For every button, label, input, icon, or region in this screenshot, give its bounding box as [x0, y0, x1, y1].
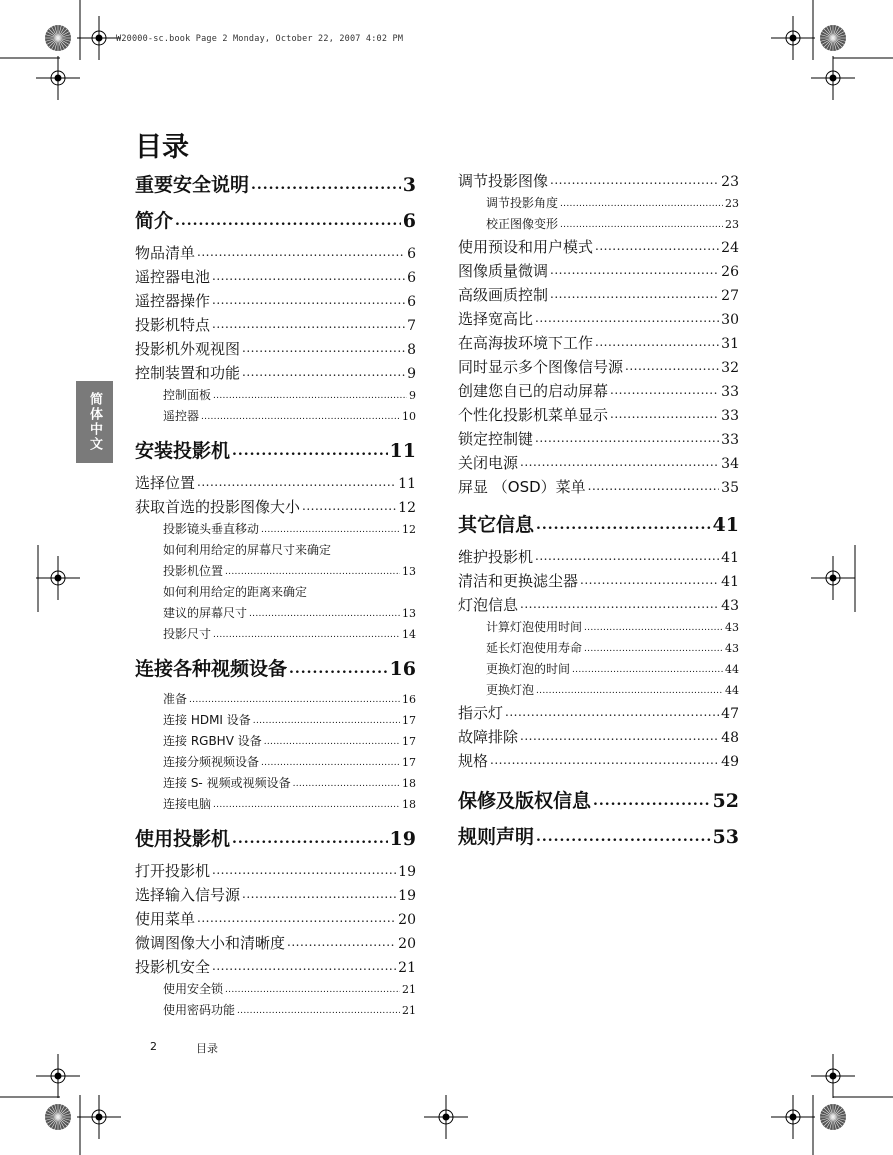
- toc-section[interactable]: [135, 362, 416, 386]
- dot-leader: [212, 269, 405, 283]
- print-header: W20000-sc.book Page 2 Monday, October 22, 2007 4:02 PM: [116, 34, 404, 44]
- toc-section[interactable]: [135, 290, 416, 314]
- toc-entry-title: 调节投影图像: [458, 172, 549, 190]
- toc-entry-title: 物品清单: [135, 244, 196, 262]
- toc-chapter[interactable]: [458, 510, 739, 534]
- dot-leader: [249, 609, 400, 619]
- toc-page-number: 18: [402, 798, 416, 811]
- dot-leader: [560, 199, 723, 209]
- toc-entry-title: 获取首选的投影图像大小: [135, 498, 301, 516]
- toc-subsection[interactable]: [135, 774, 416, 795]
- toc-section[interactable]: [458, 750, 739, 774]
- toc-subsection[interactable]: [135, 795, 416, 816]
- toc-entry-title: 延长灯泡使用寿命: [486, 641, 583, 655]
- toc-page-number: 3: [402, 174, 416, 194]
- toc-page-number: 21: [402, 1004, 416, 1017]
- toc-page-number: 44: [725, 684, 739, 697]
- toc-section[interactable]: [458, 356, 739, 380]
- dot-leader: [593, 793, 711, 809]
- toc-page-number: 7: [407, 318, 416, 334]
- toc-entry-title: 使用预设和用户模式: [458, 238, 594, 256]
- toc-entry-title: 锁定控制键: [458, 430, 534, 448]
- dot-leader: [584, 644, 723, 654]
- toc-subsection[interactable]: [458, 660, 739, 681]
- toc-entry-title: 连接电脑: [163, 797, 212, 811]
- toc-page-number: 9: [409, 389, 416, 402]
- toc-page-number: 13: [402, 565, 416, 578]
- toc-entry-title: 遥控器: [163, 409, 200, 423]
- toc-subsection[interactable]: [458, 618, 739, 639]
- footer-page-number: 2: [150, 1040, 157, 1053]
- toc-subsection[interactable]: [135, 386, 416, 407]
- toc-subsection[interactable]: [135, 520, 416, 541]
- toc-subsection[interactable]: [458, 681, 739, 702]
- dot-leader: [535, 549, 719, 563]
- toc-page-number: 23: [725, 218, 739, 231]
- toc-page-number: 33: [721, 384, 739, 400]
- toc-entry-title: 投影机位置: [163, 564, 224, 578]
- dot-leader: [213, 391, 407, 401]
- toc-entry-title: 投影机特点: [135, 316, 211, 334]
- toc-entry-title: 在高海拔环境下工作: [458, 334, 594, 352]
- toc-entry-title: 重要安全说明: [135, 174, 250, 194]
- dot-leader: [232, 443, 388, 459]
- toc-entry-title: 打开投影机: [135, 862, 211, 880]
- toc-entry-title: 故障排除: [458, 728, 519, 746]
- dot-leader: [560, 220, 723, 230]
- toc-page-number: 41: [721, 574, 739, 590]
- dot-leader: [490, 753, 719, 767]
- dot-leader: [550, 263, 719, 277]
- toc-section[interactable]: [458, 308, 739, 332]
- toc-section[interactable]: [458, 380, 739, 404]
- toc-section[interactable]: [458, 260, 739, 284]
- toc-entry-title: 创建您自已的启动屏幕: [458, 382, 609, 400]
- dot-leader: [264, 737, 400, 747]
- toc-entry-title: 规则声明: [458, 826, 535, 846]
- toc-chapter[interactable]: [135, 206, 416, 230]
- toc-section[interactable]: [458, 594, 739, 618]
- toc-section[interactable]: [458, 570, 739, 594]
- toc-entry-title: 连接各种视频设备: [135, 658, 288, 678]
- toc-page-number: 12: [398, 500, 416, 516]
- dot-leader: [610, 383, 719, 397]
- toc-page-number: 17: [402, 756, 416, 769]
- toc-section[interactable]: [458, 284, 739, 308]
- language-side-tab: 简体中文: [76, 381, 113, 463]
- toc-left-column: [135, 170, 416, 1022]
- toc-entry-title: 选择宽高比: [458, 310, 534, 328]
- toc-page-number: 19: [398, 864, 416, 880]
- toc-entry-line: 如何利用给定的距离来确定: [163, 585, 308, 599]
- toc-page-number: 49: [721, 754, 739, 770]
- toc-section[interactable]: [458, 702, 739, 726]
- dot-leader: [536, 517, 711, 533]
- toc-page-number: 44: [725, 663, 739, 676]
- dot-leader: [536, 686, 723, 696]
- toc-entry-title: 控制装置和功能: [135, 364, 241, 382]
- toc-chapter[interactable]: [135, 436, 416, 460]
- toc-page-number: 47: [721, 706, 739, 722]
- dot-leader: [550, 173, 719, 187]
- registration-cross-mark: [811, 56, 855, 100]
- toc-page-number: 19: [389, 828, 416, 848]
- dot-leader: [520, 455, 719, 469]
- toc-entry-title: 选择输入信号源: [135, 886, 241, 904]
- dot-leader: [212, 863, 396, 877]
- toc-entry-title: 控制面板: [163, 388, 212, 402]
- dot-leader: [261, 525, 400, 535]
- toc-page-number: 30: [721, 312, 739, 328]
- dot-leader: [505, 705, 719, 719]
- toc-page-number: 41: [721, 550, 739, 566]
- toc-entry-title: 使用菜单: [135, 910, 196, 928]
- toc-subsection[interactable]: [135, 625, 416, 646]
- toc-section[interactable]: [135, 242, 416, 266]
- toc-page-number: 43: [721, 598, 739, 614]
- toc-chapter[interactable]: [135, 654, 416, 678]
- toc-subsection[interactable]: [135, 732, 416, 753]
- toc-subsection[interactable]: [135, 604, 416, 625]
- toc-page-number: 23: [721, 174, 739, 190]
- toc-entry-title: 使用密码功能: [163, 1003, 236, 1017]
- toc-section[interactable]: [458, 428, 739, 452]
- dot-leader: [212, 293, 405, 307]
- toc-section[interactable]: [135, 956, 416, 980]
- dot-leader: [242, 887, 396, 901]
- toc-section[interactable]: [458, 476, 739, 500]
- toc-section[interactable]: [458, 170, 739, 194]
- dot-leader: [520, 729, 719, 743]
- dot-leader: [201, 412, 400, 422]
- toc-entry-line: 如何利用给定的屏幕尺寸来确定: [163, 543, 332, 557]
- toc-entry-title: 图像质量微调: [458, 262, 549, 280]
- toc-section[interactable]: [458, 404, 739, 428]
- registration-cross-mark: [771, 16, 815, 60]
- dot-leader: [225, 567, 400, 577]
- toc-entry-title: 连接 S- 视频或视频设备: [163, 776, 291, 790]
- toc-entry-title: 校正图像变形: [486, 217, 559, 231]
- registration-star-mark: [820, 1104, 846, 1130]
- toc-entry-title: 个性化投影机菜单显示: [458, 406, 609, 424]
- registration-cross-mark: [771, 1095, 815, 1139]
- toc-entry-title: 建议的屏幕尺寸: [163, 606, 248, 620]
- toc-page-number: 35: [721, 480, 739, 496]
- toc-page-number: 26: [721, 264, 739, 280]
- toc-page-number: 11: [398, 476, 416, 492]
- toc-page-number: 48: [721, 730, 739, 746]
- toc-page-number: 27: [721, 288, 739, 304]
- toc-page-number: 6: [407, 294, 416, 310]
- toc-section[interactable]: [135, 496, 416, 520]
- toc-entry-title: 遥控器操作: [135, 292, 211, 310]
- toc-page-number: 21: [398, 960, 416, 976]
- toc-entry-title: 清洁和更换滤尘器: [458, 572, 579, 590]
- dot-leader: [625, 359, 719, 373]
- toc-page-number: 8: [407, 342, 416, 358]
- toc-page-number: 31: [721, 336, 739, 352]
- toc-page-number: 14: [402, 628, 416, 641]
- dot-leader: [212, 959, 396, 973]
- dot-leader: [197, 245, 405, 259]
- page-title: 目录: [135, 132, 189, 163]
- toc-page-number: 6: [402, 210, 416, 230]
- toc-section[interactable]: [458, 546, 739, 570]
- registration-cross-mark: [424, 1095, 468, 1139]
- toc-page-number: 53: [712, 826, 739, 846]
- dot-leader: [213, 630, 400, 640]
- toc-page-number: 24: [721, 240, 739, 256]
- toc-page-number: 20: [398, 936, 416, 952]
- toc-page-number: 17: [402, 714, 416, 727]
- toc-page-number: 32: [721, 360, 739, 376]
- registration-star-mark: [45, 1104, 71, 1130]
- dot-leader: [302, 499, 396, 513]
- toc-entry-title: 计算灯泡使用时间: [486, 620, 583, 634]
- dot-leader: [175, 213, 401, 229]
- toc-entry-title: 简介: [135, 210, 174, 230]
- toc-page-number: 17: [402, 735, 416, 748]
- toc-subsection[interactable]: [135, 1001, 416, 1022]
- dot-leader: [261, 758, 400, 768]
- toc-subsection[interactable]: [135, 753, 416, 774]
- toc-page-number: 6: [407, 270, 416, 286]
- toc-section[interactable]: [135, 266, 416, 290]
- dot-leader: [213, 800, 400, 810]
- dot-leader: [535, 311, 719, 325]
- registration-cross-mark: [77, 1095, 121, 1139]
- dot-leader: [251, 177, 401, 193]
- toc-entry-title: 灯泡信息: [458, 596, 519, 614]
- registration-cross-mark: [36, 556, 80, 600]
- toc-entry-title: 同时显示多个图像信号源: [458, 358, 624, 376]
- toc-entry-title: 连接 HDMI 设备: [163, 713, 251, 727]
- toc-entry-title: 选择位置: [135, 474, 196, 492]
- toc-chapter[interactable]: [458, 786, 739, 810]
- dot-leader: [595, 335, 719, 349]
- toc-chapter[interactable]: [135, 170, 416, 194]
- toc-subsection[interactable]: [458, 215, 739, 236]
- toc-page-number: 34: [721, 456, 739, 472]
- toc-entry-title: 更换灯泡: [486, 683, 535, 697]
- dot-leader: [253, 716, 400, 726]
- toc-entry-title: 安装投影机: [135, 440, 231, 460]
- toc-page-number: 43: [725, 642, 739, 655]
- dot-leader: [232, 831, 388, 847]
- toc-page-number: 11: [389, 440, 416, 460]
- toc-page-number: 23: [725, 197, 739, 210]
- toc-entry-title: 连接 RGBHV 设备: [163, 734, 262, 748]
- registration-cross-mark: [36, 56, 80, 100]
- toc-section[interactable]: [458, 236, 739, 260]
- registration-cross-mark: [36, 1054, 80, 1098]
- registration-star-mark: [45, 25, 71, 51]
- dot-leader: [287, 935, 396, 949]
- toc-entry-title: 指示灯: [458, 704, 504, 722]
- dot-leader: [293, 779, 400, 789]
- toc-entry-title: 遥控器电池: [135, 268, 211, 286]
- toc-entry-title: 使用投影机: [135, 828, 231, 848]
- dot-leader: [289, 661, 388, 677]
- toc-section[interactable]: [135, 314, 416, 338]
- toc-page-number: 43: [725, 621, 739, 634]
- toc-entry-title: 更换灯泡的时间: [486, 662, 571, 676]
- dot-leader: [242, 341, 405, 355]
- dot-leader: [189, 695, 400, 705]
- toc-section[interactable]: [458, 726, 739, 750]
- toc-entry-title: 投影机外观视图: [135, 340, 241, 358]
- toc-page-number: 13: [402, 607, 416, 620]
- toc-page-number: 12: [402, 523, 416, 536]
- toc-section[interactable]: [135, 472, 416, 496]
- toc-section[interactable]: [458, 452, 739, 476]
- dot-leader: [580, 573, 719, 587]
- toc-section[interactable]: [135, 338, 416, 362]
- dot-leader: [237, 1006, 400, 1016]
- toc-subsection[interactable]: [135, 690, 416, 711]
- toc-subsection[interactable]: [135, 711, 416, 732]
- toc-subsection[interactable]: [135, 407, 416, 428]
- toc-entry-title: 关闭电源: [458, 454, 519, 472]
- dot-leader: [242, 365, 405, 379]
- toc-page-number: 16: [389, 658, 416, 678]
- toc-entry-title: 投影镜头垂直移动: [163, 522, 260, 536]
- dot-leader: [535, 431, 719, 445]
- toc-page-number: 33: [721, 432, 739, 448]
- toc-entry-title: 调节投影角度: [486, 196, 559, 210]
- dot-leader: [588, 479, 720, 493]
- toc-page-number: 18: [402, 777, 416, 790]
- registration-cross-mark: [811, 1054, 855, 1098]
- toc-page-number: 20: [398, 912, 416, 928]
- toc-page-number: 16: [402, 693, 416, 706]
- toc-page-number: 9: [407, 366, 416, 382]
- toc-page-number: 33: [721, 408, 739, 424]
- toc-entry-title: 连接分频视频设备: [163, 755, 260, 769]
- dot-leader: [550, 287, 719, 301]
- toc-chapter[interactable]: [135, 824, 416, 848]
- toc-subsection[interactable]: [135, 980, 416, 1001]
- toc-chapter[interactable]: [458, 822, 739, 846]
- toc-entry-title: 准备: [163, 692, 188, 706]
- dot-leader: [197, 475, 396, 489]
- registration-star-mark: [820, 25, 846, 51]
- toc-entry-title: 微调图像大小和清晰度: [135, 934, 286, 952]
- toc-entry-title: 维护投影机: [458, 548, 534, 566]
- footer-label: 目录: [196, 1042, 218, 1055]
- toc-subsection[interactable]: [458, 194, 739, 215]
- toc-subsection[interactable]: [458, 639, 739, 660]
- toc-right-column: [458, 170, 739, 858]
- toc-entry-title: 保修及版权信息: [458, 790, 592, 810]
- dot-leader: [197, 911, 396, 925]
- toc-page-number: 10: [402, 410, 416, 423]
- toc-entry-title: 投影机安全: [135, 958, 211, 976]
- dot-leader: [595, 239, 719, 253]
- toc-section[interactable]: [135, 932, 416, 956]
- dot-leader: [536, 829, 711, 845]
- toc-entry-title: 其它信息: [458, 514, 535, 534]
- dot-leader: [225, 985, 400, 995]
- dot-leader: [584, 623, 723, 633]
- toc-page-number: 52: [712, 790, 739, 810]
- toc-entry-title: 屏显 （OSD）菜单: [458, 478, 586, 496]
- toc-subsection[interactable]: [135, 562, 416, 583]
- toc-section[interactable]: [135, 860, 416, 884]
- toc-section[interactable]: [135, 908, 416, 932]
- toc-page-number: 21: [402, 983, 416, 996]
- registration-cross-mark: [77, 16, 121, 60]
- toc-page-number: 41: [712, 514, 739, 534]
- registration-cross-mark: [811, 556, 855, 600]
- toc-section[interactable]: [135, 884, 416, 908]
- dot-leader: [572, 665, 723, 675]
- dot-leader: [520, 597, 719, 611]
- toc-section[interactable]: [458, 332, 739, 356]
- toc-page-number: 6: [407, 246, 416, 262]
- toc-entry-title: 投影尺寸: [163, 627, 212, 641]
- toc-entry-title: 规格: [458, 752, 489, 770]
- toc-entry-title: 使用安全锁: [163, 982, 224, 996]
- toc-page-number: 19: [398, 888, 416, 904]
- dot-leader: [610, 407, 719, 421]
- toc-entry-title: 高级画质控制: [458, 286, 549, 304]
- dot-leader: [212, 317, 405, 331]
